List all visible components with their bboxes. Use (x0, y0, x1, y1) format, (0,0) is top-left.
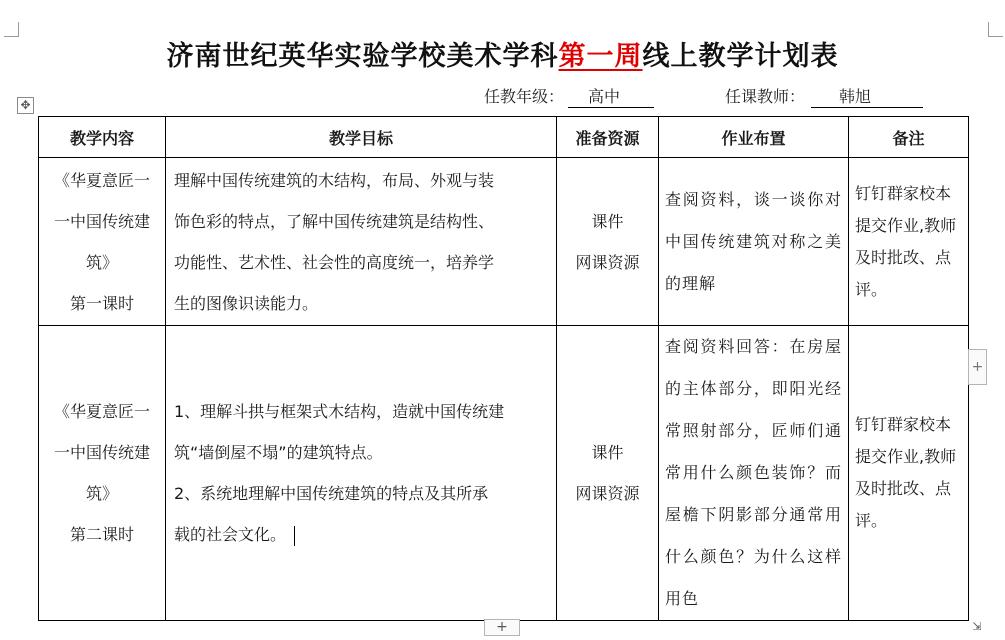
cell-content[interactable] (39, 158, 166, 326)
table-resize-icon[interactable]: ⇲ (972, 620, 982, 633)
content-line: 筑》 (85, 484, 118, 503)
cell-note[interactable] (849, 158, 969, 326)
resource-item: 课件 (591, 443, 624, 462)
table-row (39, 158, 969, 326)
goal-line: 2、系统地理解中国传统建筑的特点及其所承 (174, 484, 489, 503)
cell-content[interactable] (39, 326, 166, 621)
title-highlight: 第一周 (558, 41, 643, 72)
teacher-field (725, 84, 923, 108)
content-line: 筑》 (85, 252, 118, 272)
insert-row-plus-icon[interactable]: + (484, 619, 520, 636)
cell-homework[interactable] (659, 158, 849, 326)
cell-note[interactable] (849, 326, 969, 621)
table-row (39, 326, 969, 621)
teacher-value[interactable]: 韩旭 (811, 87, 923, 108)
content-line: 第一课时 (69, 293, 134, 313)
homework-text: 查阅资料，谈一谈你对中国传统建筑对称之美的理解 (665, 189, 842, 293)
content-line: 《华夏意匠一 (53, 402, 150, 421)
header-content: 教学内容 (39, 117, 166, 158)
content-line: 《华夏意匠一 (53, 170, 150, 190)
note-text: 钉钉群家校本提交作业,教师及时批改、点评。 (855, 183, 957, 299)
goal-line: 饰色彩的特点，了解中国传统建筑是结构性、 (174, 211, 495, 231)
resource-item: 网课资源 (575, 252, 640, 272)
cell-resources[interactable] (557, 326, 659, 621)
note-text: 钉钉群家校本提交作业,教师及时批改、点评。 (855, 415, 957, 530)
grade-field (484, 84, 654, 108)
content-line: 第二课时 (69, 525, 134, 544)
goal-line: 生的图像识读能力。 (174, 293, 319, 313)
goal-line: 1、理解斗拱与框架式木结构，造就中国传统建 (174, 402, 505, 421)
grade-value[interactable]: 高中 (568, 87, 654, 108)
goal-line: 筑“墙倒屋不塌”的建筑特点。 (174, 443, 383, 462)
title-prefix: 济南世纪英华实验学校美术学科 (166, 41, 559, 72)
cell-goal[interactable] (166, 158, 557, 326)
content-line: 一中国传统建 (53, 443, 150, 462)
header-goal: 教学目标 (166, 117, 557, 158)
insert-column-plus-icon[interactable]: + (968, 349, 987, 385)
content-line: 一中国传统建 (53, 211, 150, 231)
cell-homework[interactable] (659, 326, 849, 621)
cell-goal[interactable] (166, 326, 557, 621)
resource-item: 网课资源 (575, 484, 640, 503)
goal-line: 理解中国传统建筑的木结构，布局、外观与装 (174, 170, 495, 190)
header-resources: 准备资源 (557, 117, 659, 158)
table-move-handle-icon[interactable]: ✥ (17, 97, 34, 114)
cell-resources[interactable] (557, 158, 659, 326)
goal-line (174, 514, 548, 555)
lesson-plan-table (38, 116, 969, 621)
table-header-row (39, 117, 969, 158)
document-title (0, 34, 1005, 73)
teacher-label: 任课教师： (725, 87, 806, 106)
header-note: 备注 (849, 117, 969, 158)
title-suffix: 线上教学计划表 (642, 41, 839, 72)
grade-label: 任教年级： (484, 87, 565, 106)
homework-text: 查阅资料回答：在房屋的主体部分，即阳光经常照射部分，匠师们通常用什么颜色装饰？而屋檐下阴影部分通常用什么颜色？为什么这样用色 (665, 337, 842, 608)
header-homework: 作业布置 (659, 117, 849, 158)
resource-item: 课件 (591, 211, 624, 231)
goal-line: 功能性、艺术性、社会性的高度统一，培养学 (174, 252, 495, 272)
goal-last-text: 载的社会文化。 (174, 525, 287, 544)
text-cursor (294, 526, 295, 546)
